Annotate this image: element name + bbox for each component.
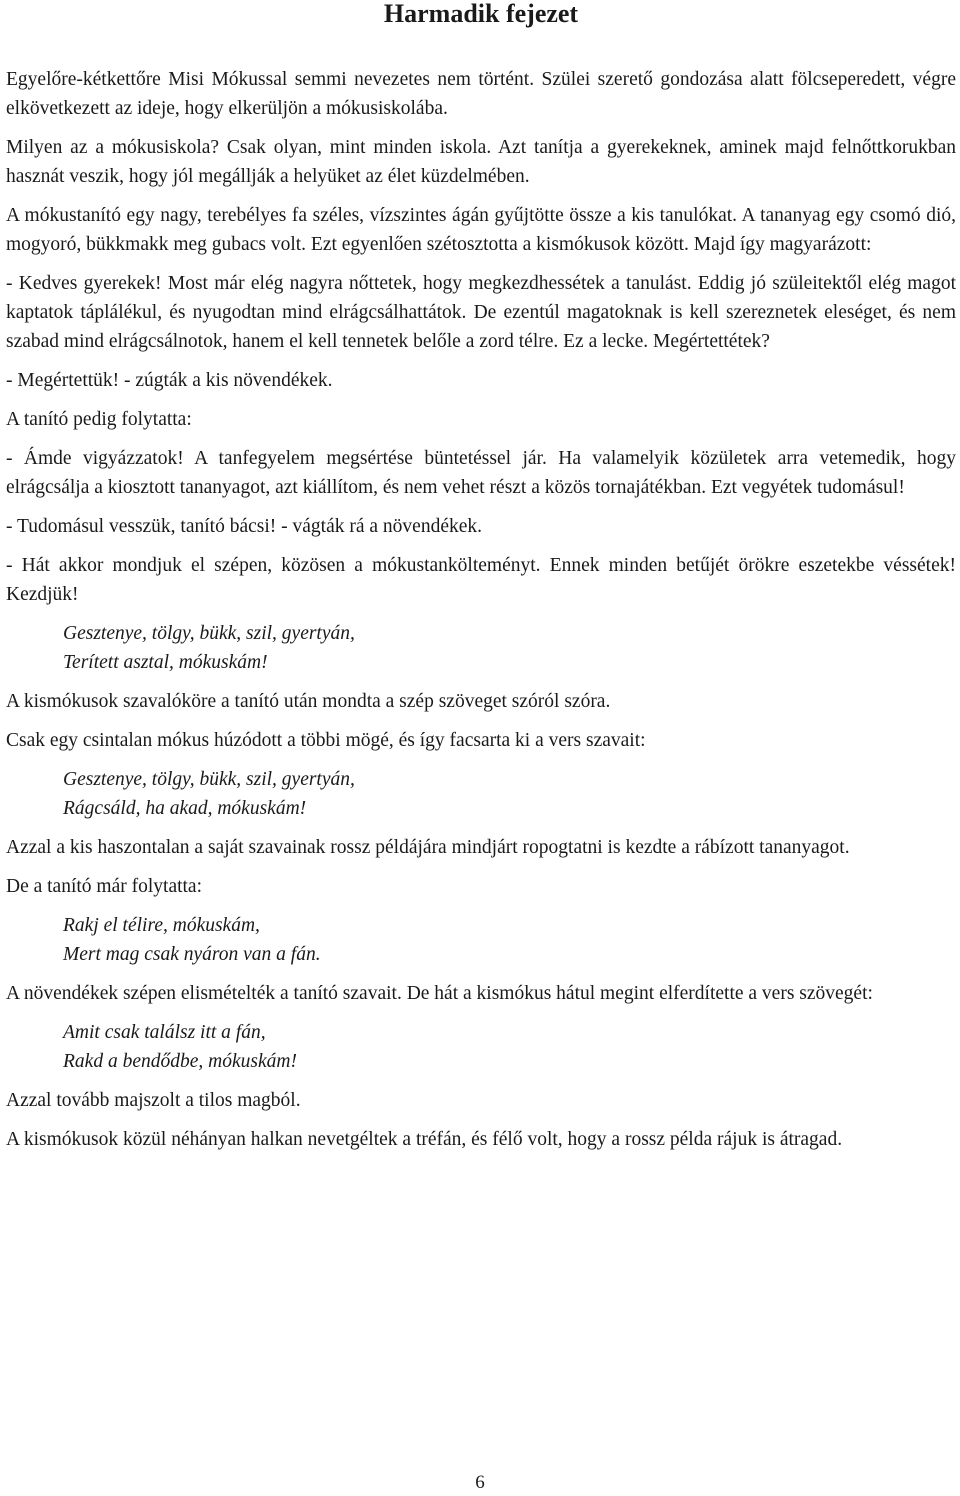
paragraph: - Ámde vigyázzatok! A tanfegyelem megsértése büntetéssel jár. Ha valamelyik közületek arra vetemedik, hogy elrágcsálja a kiosztott tananyagot, azt kiállítom, és nem vehet részt a közös tornajátékban. Ezt vegyétek tudomásul!	[6, 448, 956, 498]
verse-block	[63, 1018, 956, 1076]
verse-block	[63, 619, 956, 677]
paragraph: Milyen az a mókusiskola? Csak olyan, mint minden iskola. Azt tanítja a gyerekeknek, aminek majd felnőttkorukban hasznát veszik, hogy jól megállják a helyüket az élet küzdelmében.	[6, 137, 956, 187]
paragraph: A növendékek szépen elismételték a tanító szavait. De hát a kismókus hátul megint elferdítette a vers szövegét:	[6, 983, 873, 1004]
paragraph: Egyelőre-kétkettőre Misi Mókussal semmi nevezetes nem történt. Szülei szerető gondozása alatt fölcseperedett, végre elkövetkezett az ideje, hogy elkerüljön a mókusiskolába.	[6, 69, 956, 119]
paragraph: - Hát akkor mondjuk el szépen, közösen a mókustankölteményt. Ennek minden betűjét örökre eszetekbe véssétek! Kezdjük!	[6, 555, 956, 605]
paragraph: De a tanító már folytatta:	[6, 876, 203, 897]
verse-line: Rakj el télire, mókuskám,	[63, 915, 260, 936]
paragraph: - Tudomásul vesszük, tanító bácsi! - vágták rá a növendékek.	[6, 516, 483, 537]
verse-line: Mert mag csak nyáron van a fán.	[63, 944, 321, 965]
chapter-body	[6, 65, 956, 1164]
verse-block	[63, 765, 956, 823]
verse-line: Gesztenye, tölgy, bükk, szil, gyertyán,	[63, 769, 355, 790]
verse-block	[63, 911, 956, 969]
verse-line: Rakd a bendődbe, mókuskám!	[63, 1051, 297, 1072]
page-number: 6	[475, 1472, 485, 1493]
paragraph: A kismókusok szavalóköre a tanító után mondta a szép szöveget szóról szóra.	[6, 691, 611, 712]
paragraph: - Megértettük! - zúgták a kis növendékek.	[6, 370, 333, 391]
paragraph: A mókustanító egy nagy, terebélyes fa széles, vízszintes ágán gyűjtötte össze a kis tanulókat. A tananyag egy csomó dió, mogyoró, bükkmakk meg gubacs volt. Ezt egyenlően szétosztotta a kismókusok között. Majd így magyarázott:	[6, 205, 956, 255]
paragraph: A tanító pedig folytatta:	[6, 409, 192, 430]
paragraph: Azzal tovább majszolt a tilos magból.	[6, 1090, 301, 1111]
paragraph: Azzal a kis haszontalan a saját szavainak rossz példájára mindjárt ropogtatni is kezdte a rábízott tananyagot.	[6, 837, 850, 858]
chapter-title: Harmadik fejezet	[383, 0, 579, 28]
verse-line: Amit csak találsz itt a fán,	[63, 1022, 266, 1043]
verse-line: Rágcsáld, ha akad, mókuskám!	[63, 798, 307, 819]
verse-line: Terített asztal, mókuskám!	[63, 652, 268, 673]
paragraph: A kismókusok közül néhányan halkan nevetgéltek a tréfán, és félő volt, hogy a rossz példa rájuk is átragad.	[6, 1129, 843, 1150]
paragraph: Csak egy csintalan mókus húzódott a többi mögé, és így facsarta ki a vers szavait:	[6, 730, 646, 751]
verse-line: Gesztenye, tölgy, bükk, szil, gyertyán,	[63, 623, 355, 644]
paragraph: - Kedves gyerekek! Most már elég nagyra nőttetek, hogy megkezdhessétek a tanulást. Eddig jó szüleitektől elég magot kaptatok táplálékul, és nyugodtan mind elrágcsálhattátok. De ezentúl magatoknak is kell szereznetek eleséget, és nem szabad mind elrágcsálnotok, hanem el kell tennetek belőle a zord télre. Ez a lecke. Megértettétek?	[6, 273, 956, 352]
